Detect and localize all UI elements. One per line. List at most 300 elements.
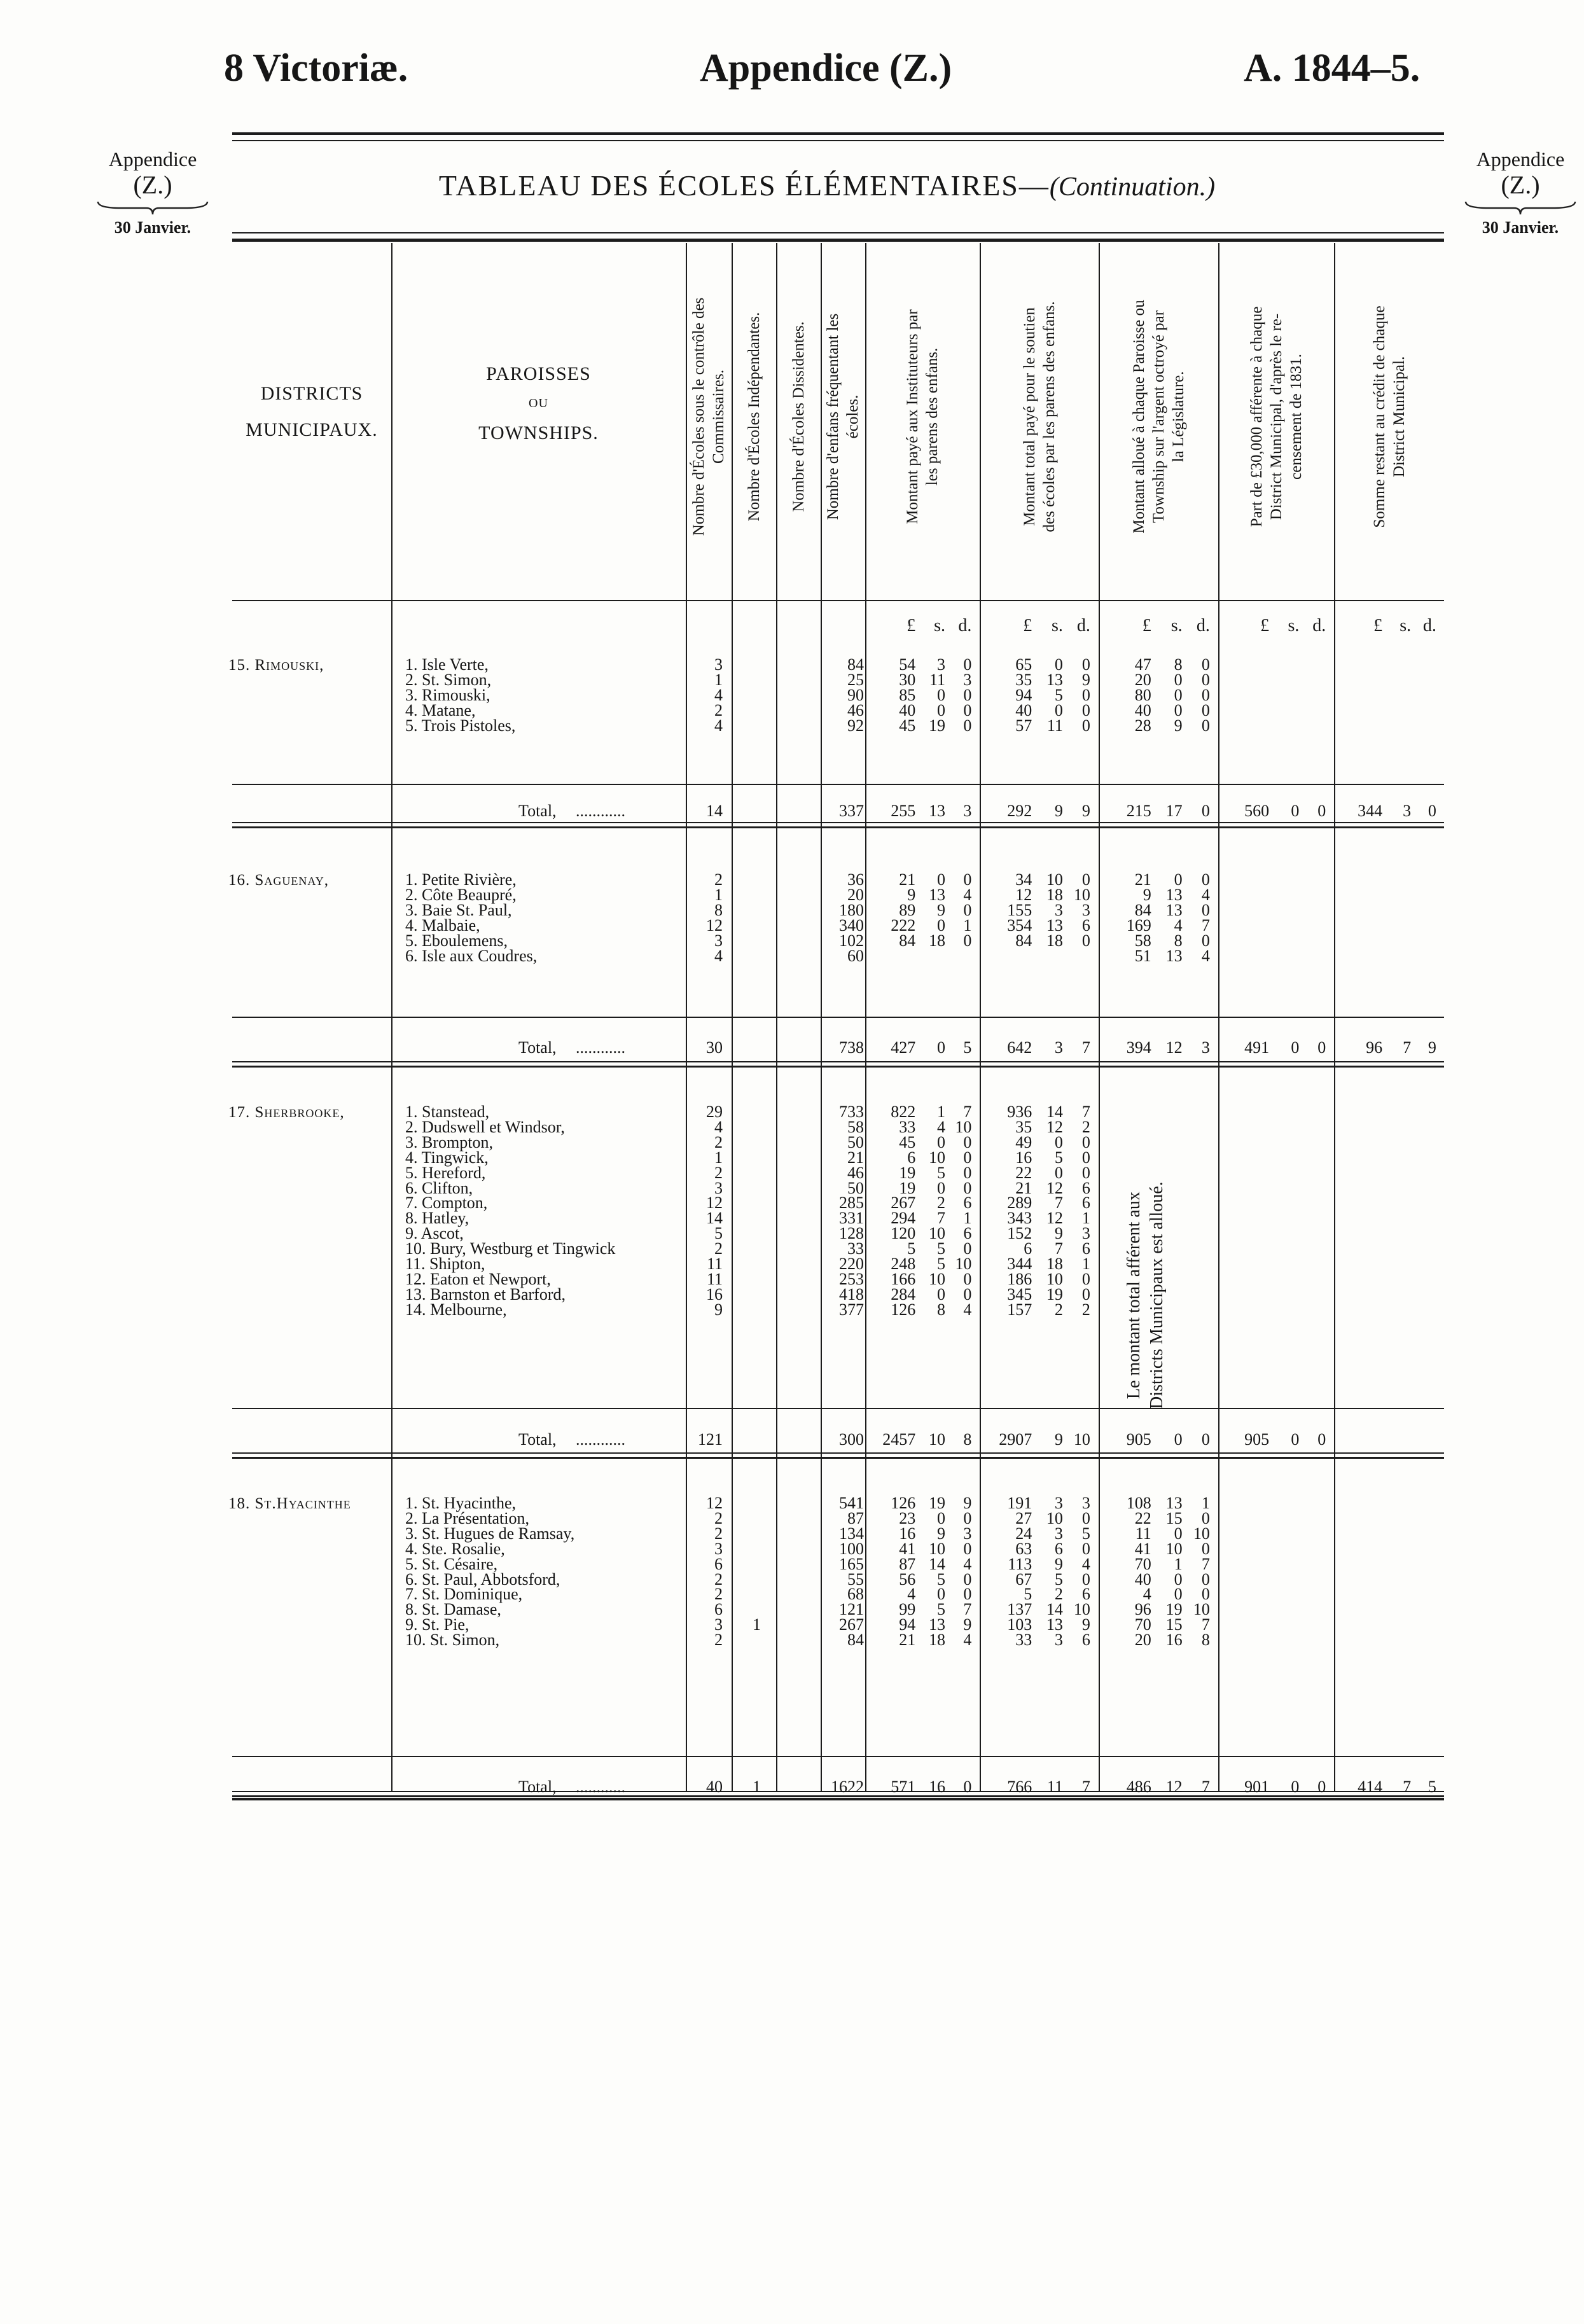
amount-allowed: 169 [1126, 915, 1151, 935]
paid-to-teachers: 0 [937, 1508, 945, 1527]
total-paid: 345 [1007, 1284, 1032, 1304]
schools-commissioners: 4 [714, 946, 723, 965]
paid-to-teachers: 19 [899, 1163, 916, 1182]
amount-allowed: 0 [1174, 1524, 1183, 1543]
total-paid: 2 [1081, 1300, 1090, 1319]
total-paid: 84 [1015, 931, 1032, 950]
section-rule [232, 1017, 1444, 1018]
total-paid: 0 [1081, 870, 1090, 889]
title-continuation: (Continuation.) [1049, 172, 1216, 202]
total-paid: 10 [1073, 1430, 1090, 1449]
total-amount-allowed: 486 [1126, 1778, 1151, 1796]
paid-to-teachers: 56 [899, 1569, 916, 1589]
paid-to-teachers: 99 [899, 1600, 916, 1619]
schools-commissioners: 9 [714, 1300, 723, 1319]
parish-name: 13. Barnston et Barford, [405, 1284, 566, 1304]
column-heading-c6 [1020, 251, 1059, 582]
children-attending: 285 [839, 1193, 864, 1213]
amount-allowed: 0 [1174, 1585, 1183, 1604]
parish-name: 1. Petite Rivière, [405, 870, 517, 889]
column-heading-line: la Législature. [1169, 371, 1187, 463]
schools-commissioners: 2 [714, 1524, 723, 1543]
total-remaining-credit: 344 [1358, 802, 1383, 820]
column-heading-line: les parens des enfans. [924, 347, 941, 486]
total-paid-to-teachers: 5 [963, 1038, 972, 1057]
children-attending: 100 [839, 1539, 864, 1558]
parish-name: 1. Isle Verte, [405, 655, 489, 674]
total-paid: 6 [1081, 1585, 1090, 1604]
paid-to-teachers: 0 [963, 1163, 972, 1182]
total-paid: 186 [1007, 1269, 1032, 1288]
total-amount-allowed: 12 [1165, 1038, 1183, 1057]
total-paid: 9 [1054, 1224, 1063, 1243]
total-remaining-credit: 7 [1403, 1778, 1412, 1796]
total-paid: 2 [1081, 1117, 1090, 1136]
total-paid: 65 [1015, 655, 1032, 674]
total-paid: 103 [1007, 1615, 1032, 1634]
total-paid-to-teachers: 571 [891, 1778, 916, 1796]
table-bottom-rule [232, 1798, 1444, 1800]
paid-to-teachers: 3 [937, 655, 945, 674]
paid-to-teachers: 19 [929, 716, 945, 735]
paid-to-teachers: 23 [899, 1508, 916, 1527]
total-paid: 9 [1081, 670, 1090, 689]
title-main: TABLEAU DES ÉCOLES ÉLÉMENTAIRES— [438, 169, 1050, 202]
children-attending: 134 [839, 1524, 864, 1543]
paid-to-teachers: 7 [963, 1600, 972, 1619]
total-amount-allowed: 17 [1165, 802, 1183, 820]
children-attending: 220 [839, 1255, 864, 1273]
total-paid: 3 [1081, 1494, 1090, 1512]
total-paid: 191 [1007, 1494, 1032, 1512]
total-paid: 7 [1054, 1193, 1063, 1213]
parish-name: 3. Rimouski, [405, 685, 490, 704]
total-share-30000: 905 [1244, 1430, 1270, 1449]
amount-allowed: 8 [1174, 931, 1183, 950]
total-amount-allowed: 215 [1126, 802, 1151, 820]
children-attending: 46 [847, 700, 864, 720]
schools-commissioners: 2 [714, 1163, 723, 1182]
column-heading-line: Commissaires. [710, 370, 727, 464]
total-paid: 152 [1007, 1224, 1032, 1243]
amount-allowed: 0 [1201, 1539, 1210, 1558]
column-heading-line: Somme restant au crédit de chaque [1370, 305, 1388, 528]
money-unit-c6: £ [1023, 616, 1032, 636]
parish-name: 9. St. Pie, [405, 1615, 469, 1634]
column-heading-c7 [1129, 251, 1188, 582]
parish-name: 8. Hatley, [405, 1209, 469, 1228]
paid-to-teachers: 1 [963, 915, 972, 935]
district-name: 15. Rimouski, [228, 657, 324, 674]
total-paid: 9 [1054, 1554, 1063, 1573]
amount-allowed: 16 [1165, 1631, 1183, 1650]
total-share-30000: 0 [1317, 1038, 1326, 1057]
amount-allowed: 1 [1174, 1554, 1183, 1573]
amount-allowed: 0 [1201, 900, 1210, 919]
total-paid: 10 [1046, 870, 1063, 889]
total-paid: 18 [1046, 1255, 1063, 1273]
total-paid-to-teachers: 16 [929, 1778, 945, 1796]
total-paid: 14 [1046, 1600, 1063, 1619]
paid-to-teachers: 0 [937, 870, 945, 889]
total-share-30000: 0 [1317, 802, 1326, 820]
paid-to-teachers: 16 [899, 1524, 916, 1543]
section-rule [232, 1756, 1444, 1757]
paid-to-teachers: 0 [963, 1132, 972, 1152]
paid-to-teachers: 0 [963, 1148, 972, 1167]
paid-to-teachers: 9 [937, 900, 945, 919]
money-unit-c7: s. [1171, 616, 1183, 636]
schools-independent: 1 [753, 1615, 761, 1634]
total-paid: 11 [1046, 716, 1063, 735]
paid-to-teachers: 4 [963, 1554, 972, 1573]
total-paid: 642 [1007, 1038, 1032, 1057]
amount-allowed: 84 [1134, 900, 1151, 919]
schools-commissioners: 12 [706, 1193, 723, 1213]
paid-to-teachers: 14 [929, 1554, 945, 1573]
total-paid: 0 [1081, 1508, 1090, 1527]
paid-to-teachers: 4 [963, 885, 972, 904]
amount-allowed: 11 [1135, 1524, 1151, 1543]
paid-to-teachers: 0 [937, 1132, 945, 1152]
total-paid-to-teachers: 10 [929, 1430, 945, 1449]
parish-name: 9. Ascot, [405, 1224, 464, 1243]
paid-to-teachers: 0 [963, 1508, 972, 1527]
column-heading-line: Nombre d'Écoles Dissidentes. [789, 321, 807, 512]
total-paid: 16 [1015, 1148, 1032, 1167]
paid-to-teachers: 248 [891, 1255, 916, 1273]
paid-to-teachers: 9 [937, 1524, 945, 1543]
paid-to-teachers: 19 [929, 1494, 945, 1512]
amount-allowed: 0 [1174, 870, 1183, 889]
paid-to-teachers: 0 [963, 1269, 972, 1288]
children-attending: 102 [839, 931, 864, 950]
total-paid: 13 [1046, 670, 1063, 689]
column-heading-line: Montant alloué à chaque Paroisse ou [1130, 300, 1148, 534]
paid-to-teachers: 45 [899, 1132, 916, 1152]
paid-to-teachers: 11 [929, 670, 945, 689]
total-paid: 7 [1081, 1103, 1090, 1121]
paid-to-teachers: 1 [937, 1103, 945, 1121]
total-paid: 6 [1081, 1178, 1090, 1197]
money-unit-c6: d. [1076, 616, 1090, 636]
amount-allowed: 51 [1134, 946, 1151, 965]
paid-to-teachers: 0 [937, 1284, 945, 1304]
paid-to-teachers: 4 [963, 1631, 972, 1650]
section-rule [232, 1061, 1444, 1062]
total-paid-to-teachers: 255 [891, 802, 916, 820]
total-paid: 5 [1054, 1148, 1063, 1167]
total-paid: 10 [1046, 1508, 1063, 1527]
children-attending: 418 [839, 1284, 864, 1304]
total-schools-independent: 1 [753, 1778, 761, 1796]
column-heading-line: District Municipal. [1390, 356, 1408, 478]
total-paid: 3 [1054, 1494, 1063, 1512]
paid-to-teachers: 10 [929, 1224, 945, 1243]
paid-to-teachers: 0 [963, 1239, 972, 1258]
total-paid: 10 [1046, 1269, 1063, 1288]
schools-commissioners: 12 [706, 1494, 723, 1512]
amount-allowed: 9 [1174, 716, 1183, 735]
schools-commissioners: 3 [714, 655, 723, 674]
total-share-30000: 0 [1291, 802, 1300, 820]
paid-to-teachers: 6 [963, 1193, 972, 1213]
section-rule [232, 784, 1444, 785]
amount-allowed: 0 [1174, 670, 1183, 689]
total-paid: 35 [1015, 670, 1032, 689]
paid-to-teachers: 5 [937, 1239, 945, 1258]
amount-allowed: 9 [1143, 885, 1151, 904]
total-paid-to-teachers: 0 [937, 1038, 945, 1057]
paid-to-teachers: 0 [963, 931, 972, 950]
total-paid: 1 [1081, 1255, 1090, 1273]
column-heading-line: Nombre d'enfans fréquentant les [824, 313, 842, 520]
paid-to-teachers: 0 [963, 870, 972, 889]
total-paid: 9 [1054, 802, 1063, 820]
total-paid: 0 [1054, 655, 1063, 674]
total-paid: 0 [1081, 1569, 1090, 1589]
paid-to-teachers: 7 [963, 1103, 972, 1121]
total-paid: 936 [1007, 1103, 1032, 1121]
total-paid: 0 [1081, 1163, 1090, 1182]
total-paid: 343 [1007, 1209, 1032, 1228]
money-unit-c5: d. [958, 616, 972, 636]
children-attending: 267 [839, 1615, 864, 1634]
amount-allowed: 40 [1134, 1569, 1151, 1589]
total-paid: 5 [1054, 1569, 1063, 1589]
money-unit-c5: s. [934, 616, 945, 636]
amount-allowed: 13 [1165, 900, 1183, 919]
margin-label: Appendice [108, 148, 197, 170]
total-label: Total, [518, 1430, 557, 1449]
parish-name: 5. Hereford, [405, 1163, 486, 1182]
money-unit-c5: £ [907, 616, 916, 636]
column-heading-c9 [1370, 251, 1409, 582]
column-heading-line: écoles. [844, 394, 861, 439]
amount-allowed: 0 [1201, 1569, 1210, 1589]
amount-allowed: 4 [1201, 885, 1210, 904]
amount-allowed: 20 [1134, 670, 1151, 689]
paid-to-teachers: 0 [963, 1585, 972, 1604]
parish-name: 5. St. Césaire, [405, 1554, 498, 1573]
parish-name: 6. Isle aux Coudres, [405, 946, 538, 965]
total-paid: 0 [1081, 1132, 1090, 1152]
paid-to-teachers: 10 [929, 1148, 945, 1167]
children-attending: 165 [839, 1554, 864, 1573]
parish-name: 3. Brompton, [405, 1132, 493, 1152]
total-paid: 354 [1007, 915, 1032, 935]
amount-allowed: 47 [1134, 655, 1151, 674]
total-paid: 0 [1054, 700, 1063, 720]
total-remaining-credit: 3 [1403, 802, 1412, 820]
amount-allowed: 96 [1134, 1600, 1151, 1619]
amount-allowed: 0 [1201, 1585, 1210, 1604]
margin-date: 30 Janvier. [114, 218, 191, 237]
children-attending: 180 [839, 900, 864, 919]
header-center: Appendice (Z.) [700, 46, 952, 90]
parish-name: 4. Ste. Rosalie, [405, 1539, 505, 1558]
amount-allowed: 19 [1165, 1600, 1183, 1619]
amount-allowed: 13 [1165, 885, 1183, 904]
money-unit-c8: £ [1260, 616, 1270, 636]
parish-name: 2. Côte Beaupré, [405, 885, 517, 904]
paid-to-teachers: 222 [891, 915, 916, 935]
column-heading-line: Nombre d'Écoles sous le contrôle des [690, 297, 707, 536]
amount-allowed: 7 [1201, 915, 1210, 935]
total-paid: 137 [1007, 1600, 1032, 1619]
total-share-30000: 901 [1244, 1778, 1270, 1796]
total-remaining-credit: 7 [1403, 1038, 1412, 1057]
total-label: Total, [518, 1778, 557, 1796]
children-attending: 33 [847, 1239, 864, 1258]
total-amount-allowed: 7 [1201, 1778, 1210, 1796]
title-rule-bottom-thin [232, 232, 1444, 233]
paid-to-teachers: 5 [937, 1600, 945, 1619]
column-heading-line: Township sur l'argent octroyé par [1150, 310, 1167, 524]
amount-allowed: 22 [1134, 1508, 1151, 1527]
header-right: A. 1844–5. [1244, 46, 1421, 90]
paid-to-teachers: 3 [963, 1524, 972, 1543]
parish-name: 3. Baie St. Paul, [405, 900, 512, 919]
total-paid: 2907 [999, 1430, 1032, 1449]
paid-to-teachers: 120 [891, 1224, 916, 1243]
children-attending: 20 [847, 885, 864, 904]
district-name: 18. St.Hyacinthe [228, 1495, 351, 1512]
paid-to-teachers: 0 [937, 685, 945, 704]
total-paid: 6 [1054, 1539, 1063, 1558]
total-share-30000: 560 [1244, 802, 1270, 820]
column-heading-line: Montant payé aux Instituteurs par [904, 309, 921, 524]
total-paid: 4 [1081, 1554, 1090, 1573]
parish-name: 7. Compton, [405, 1193, 488, 1213]
total-paid: 6 [1081, 1239, 1090, 1258]
amount-allowed: 0 [1174, 685, 1183, 704]
total-children: 300 [839, 1430, 864, 1449]
parish-name: 10. St. Simon, [405, 1631, 500, 1650]
parish-name: 1. Stanstead, [405, 1103, 490, 1121]
children-attending: 25 [847, 670, 864, 689]
schools-commissioners: 5 [714, 1224, 723, 1243]
children-attending: 46 [847, 1163, 864, 1182]
paid-to-teachers: 45 [899, 716, 916, 735]
amount-allowed: 41 [1134, 1539, 1151, 1558]
money-unit-c6: s. [1051, 616, 1063, 636]
total-paid: 6 [1081, 1631, 1090, 1650]
children-attending: 84 [847, 1631, 864, 1650]
total-label: Total, [518, 802, 557, 820]
total-paid: 3 [1054, 1038, 1063, 1057]
amount-allowed: 13 [1165, 1494, 1183, 1512]
section-rule [232, 1452, 1444, 1454]
schools-commissioners: 2 [714, 1239, 723, 1258]
schools-commissioners: 3 [714, 1615, 723, 1634]
paid-to-teachers: 4 [937, 1117, 945, 1136]
paid-to-teachers: 126 [891, 1494, 916, 1512]
amount-allowed: 0 [1201, 670, 1210, 689]
total-paid: 9 [1081, 802, 1090, 820]
total-share-30000: 0 [1291, 1778, 1300, 1796]
paid-to-teachers: 8 [937, 1300, 945, 1319]
amount-allowed: 13 [1165, 946, 1183, 965]
district-name: 16. Saguenay, [228, 872, 329, 889]
total-paid: 9 [1081, 1615, 1090, 1634]
column-heading-line: District Municipal, d'après le re- [1267, 313, 1285, 520]
column-heading-c1 [689, 251, 728, 582]
paid-to-teachers: 0 [937, 915, 945, 935]
total-paid: 3 [1081, 900, 1090, 919]
paid-to-teachers: 0 [963, 716, 972, 735]
total-share-30000: 0 [1291, 1430, 1300, 1449]
title-rule-bottom [232, 239, 1444, 242]
total-paid: 10 [1073, 1600, 1090, 1619]
total-paid: 94 [1015, 685, 1032, 704]
total-amount-allowed: 12 [1165, 1778, 1183, 1796]
paid-to-teachers: 6 [963, 1224, 972, 1243]
total-paid: 13 [1046, 1615, 1063, 1634]
total-paid: 7 [1081, 1038, 1090, 1057]
paid-to-teachers: 284 [891, 1284, 916, 1304]
schools-commissioners: 2 [714, 700, 723, 720]
total-paid: 5 [1024, 1585, 1032, 1604]
total-children: 1622 [831, 1778, 864, 1796]
total-dots: ............ [576, 1778, 625, 1796]
paid-to-teachers: 21 [899, 1631, 916, 1650]
paid-to-teachers: 33 [899, 1117, 916, 1136]
children-attending: 340 [839, 915, 864, 935]
money-unit-c8: d. [1312, 616, 1326, 636]
total-amount-allowed: 0 [1201, 802, 1210, 820]
total-children: 337 [839, 802, 864, 820]
total-schools-commissioners: 30 [706, 1038, 723, 1057]
paid-to-teachers: 0 [963, 655, 972, 674]
margin-right-brace-icon [1463, 199, 1578, 216]
total-paid: 33 [1015, 1631, 1032, 1650]
amount-allowed: 108 [1126, 1494, 1151, 1512]
paid-to-teachers: 1 [963, 1209, 972, 1228]
header-rule [232, 600, 1444, 601]
schools-commissioners: 8 [714, 900, 723, 919]
total-remaining-credit: 414 [1358, 1778, 1383, 1796]
total-paid: 2 [1054, 1585, 1063, 1604]
total-paid: 113 [1008, 1554, 1032, 1573]
total-paid: 67 [1015, 1569, 1032, 1589]
margin-note-right [1457, 148, 1584, 237]
children-attending: 84 [847, 655, 864, 674]
column-heading-line: Nombre d'Écoles Indépendantes. [745, 312, 763, 522]
paid-to-teachers: 3 [963, 670, 972, 689]
amount-allowed: 10 [1165, 1539, 1183, 1558]
total-paid: 0 [1081, 716, 1090, 735]
sherbrooke-note-line: Le montant total afférent aux [1124, 1192, 1144, 1400]
total-amount-allowed: 905 [1126, 1430, 1151, 1449]
total-paid: 7 [1081, 1778, 1090, 1796]
schools-commissioners: 3 [714, 1178, 723, 1197]
total-paid: 24 [1015, 1524, 1032, 1543]
total-dots: ............ [576, 802, 625, 820]
total-amount-allowed: 3 [1201, 1038, 1210, 1057]
total-paid: 5 [1081, 1524, 1090, 1543]
money-unit-c9: s. [1400, 616, 1412, 636]
money-unit-c7: d. [1196, 616, 1210, 636]
total-paid: 18 [1046, 931, 1063, 950]
schools-commissioners: 6 [714, 1600, 723, 1619]
amount-allowed: 0 [1174, 1569, 1183, 1589]
parish-name: 12. Eaton et Newport, [405, 1269, 551, 1288]
money-unit-c8: s. [1288, 616, 1300, 636]
total-amount-allowed: 0 [1174, 1430, 1183, 1449]
total-paid: 49 [1015, 1132, 1032, 1152]
schools-commissioners: 2 [714, 1585, 723, 1604]
